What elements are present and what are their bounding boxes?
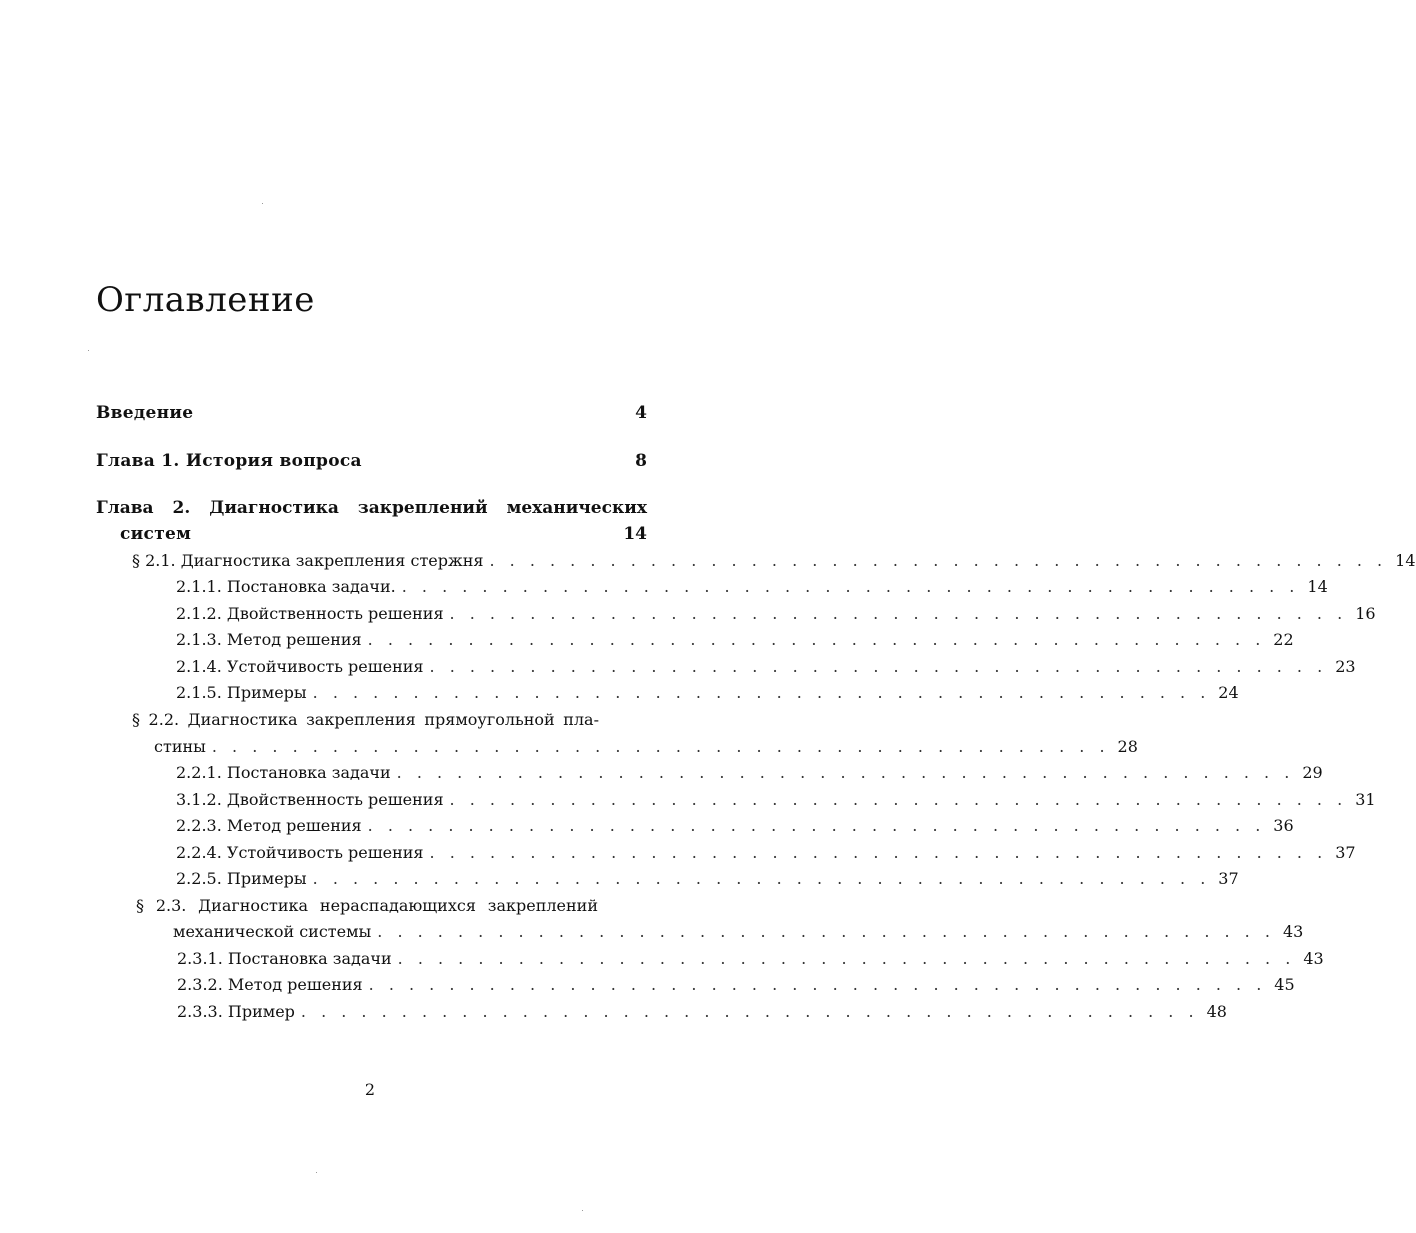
toc-entry-label: 2.2.1. Постановка задачи bbox=[176, 763, 391, 782]
leader-dots: . . . . . . . . . . . . . . . . . . . . . . . . . . . . . . . . . . . . . . . . . . . . . bbox=[368, 975, 1267, 994]
page-number: 2 bbox=[364, 1080, 376, 1099]
leader-dots: . . . . . . . . . . . . . . . . . . . . . . . . . . . . . . . . . . . . . . . . . . . . . bbox=[312, 869, 1211, 888]
toc-entry-section-2-1[interactable] bbox=[132, 548, 1416, 574]
scan-speck bbox=[88, 350, 89, 351]
toc-entry-page: 23 bbox=[1335, 657, 1356, 676]
toc-entry-page: 29 bbox=[1302, 763, 1323, 782]
toc-entry-subsection[interactable] bbox=[176, 627, 1294, 653]
toc-entry-subsection[interactable] bbox=[177, 972, 1295, 998]
scan-speck bbox=[316, 1172, 317, 1173]
toc-entry-label: 2.2.5. Примеры bbox=[176, 869, 307, 888]
toc-entry-subsection[interactable] bbox=[176, 840, 1356, 866]
toc-entry-page: 43 bbox=[1282, 922, 1304, 941]
toc-entry-page: 24 bbox=[1218, 683, 1239, 702]
toc-entry-page: 48 bbox=[1206, 1002, 1227, 1021]
toc-entry-page: 31 bbox=[1355, 790, 1376, 809]
toc-entry-label: 2.1.4. Устойчивость решения bbox=[176, 657, 424, 676]
toc-entry-page: 14 bbox=[623, 524, 647, 544]
leader-dots: . . . . . . . . . . . . . . . . . . . . . . . . . . . . . . . . . . . . . . . . . . . . . bbox=[211, 737, 1110, 756]
toc-entry-label: 2.2.3. Метод решения bbox=[176, 816, 362, 835]
toc-entry-subsection[interactable] bbox=[176, 813, 1294, 839]
leader-dots: . . . . . . . . . . . . . . . . . . . . . . . . . . . . . . . . . . . . . . . . . . . . . bbox=[367, 816, 1266, 835]
leader-dots: . . . . . . . . . . . . . . . . . . . . . . . . . . . . . . . . . . . . . . . . . . . . . bbox=[396, 763, 1295, 782]
toc-entry-label: 3.1.2. Двойственность решения bbox=[176, 790, 444, 809]
toc-entry-page: 36 bbox=[1273, 816, 1294, 835]
leader-dots: . . . . . . . . . . . . . . . . . . . . . . . . . . . . . . . . . . . . . . . . . . . . . bbox=[489, 551, 1388, 570]
leader-dots: . . . . . . . . . . . . . . . . . . . . . . . . . . . . . . . . . . . . . . . . . . . . . bbox=[401, 577, 1300, 596]
toc-entry-label: 2.3.1. Постановка задачи bbox=[177, 949, 392, 968]
toc-entry-page: 37 bbox=[1335, 843, 1356, 862]
toc-entry-chapter-2[interactable] bbox=[120, 521, 647, 547]
toc-entry-subsection[interactable] bbox=[176, 574, 1328, 600]
toc-entry-label: Введение bbox=[96, 403, 194, 423]
toc-entry-section-2-2-line1[interactable]: § 2.2. Диагностика закрепления прямоугольной пла- bbox=[132, 710, 599, 729]
leader-dots: . . . . . . . . . . . . . . . . . . . . . . . . . . . . . . . . . . . . . . . . . . . . . bbox=[429, 657, 1328, 676]
toc-entry-label: механической системы bbox=[173, 922, 372, 941]
toc-entry-label: 2.1.3. Метод решения bbox=[176, 630, 362, 649]
toc-entry-page: 8 bbox=[635, 451, 647, 471]
toc-entry-subsection[interactable] bbox=[176, 866, 1239, 892]
toc-entry-label: 2.2.4. Устойчивость решения bbox=[176, 843, 424, 862]
leader-dots: . . . . . . . . . . . . . . . . . . . . . . . . . . . . . . . . . . . . . . . . . . . . . bbox=[449, 604, 1348, 623]
toc-entry-page: 4 bbox=[635, 403, 647, 423]
toc-entry-page: 14 bbox=[1307, 577, 1328, 596]
leader-dots: . . . . . . . . . . . . . . . . . . . . . . . . . . . . . . . . . . . . . . . . . . . . . bbox=[377, 922, 1275, 941]
toc-entry-page: 45 bbox=[1274, 975, 1295, 994]
leader-dots: . . . . . . . . . . . . . . . . . . . . . . . . . . . . . . . . . . . . . . . . . . . . . bbox=[397, 949, 1296, 968]
leader-dots: . . . . . . . . . . . . . . . . . . . . . . . . . . . . . . . . . . . . . . . . . . . . . bbox=[312, 683, 1211, 702]
toc-entry-page: 16 bbox=[1355, 604, 1376, 623]
toc-entry-subsection[interactable] bbox=[177, 999, 1227, 1025]
toc-entry-subsection[interactable] bbox=[176, 654, 1356, 680]
toc-entry-subsection[interactable] bbox=[176, 760, 1323, 786]
toc-entry-chapter-2-line1[interactable]: Глава 2. Диагностика закреплений механических bbox=[96, 498, 647, 518]
toc-entry-label: § 2.1. Диагностика закрепления стержня bbox=[132, 551, 484, 570]
toc-entry-label: 2.1.2. Двойственность решения bbox=[176, 604, 444, 623]
toc-entry-label: стины bbox=[154, 737, 206, 756]
toc-entry-label: Глава 1. История вопроса bbox=[96, 451, 362, 471]
toc-entry-page: 43 bbox=[1303, 949, 1324, 968]
toc-entry-subsection[interactable] bbox=[176, 601, 1376, 627]
toc-entry-page: 37 bbox=[1218, 869, 1239, 888]
page-title: Оглавление bbox=[96, 280, 315, 320]
toc-entry-subsection[interactable] bbox=[177, 946, 1324, 972]
toc-entry-section-2-3-line1[interactable]: § 2.3. Диагностика нераспадающихся закреплений bbox=[136, 896, 598, 915]
toc-entry-label: систем bbox=[120, 524, 192, 544]
leader-dots: . . . . . . . . . . . . . . . . . . . . . . . . . . . . . . . . . . . . . . . . . . . . . bbox=[367, 630, 1266, 649]
toc-entry-label: 2.1.5. Примеры bbox=[176, 683, 307, 702]
toc-entry-label: 2.3.2. Метод решения bbox=[177, 975, 363, 994]
toc-entry-label: 2.3.3. Пример bbox=[177, 1002, 295, 1021]
toc-entry-section-2-2[interactable] bbox=[154, 734, 1138, 760]
toc-entry-section-2-3[interactable] bbox=[173, 919, 1304, 945]
scan-speck bbox=[262, 203, 263, 204]
toc-entry-label: 2.1.1. Постановка задачи. bbox=[176, 577, 396, 596]
toc-entry-chapter-1[interactable] bbox=[96, 448, 647, 474]
leader-dots: . . . . . . . . . . . . . . . . . . . . . . . . . . . . . . . . . . . . . . . . . . . . . bbox=[300, 1002, 1199, 1021]
toc-entry-introduction[interactable] bbox=[96, 400, 647, 426]
toc-entry-page: 28 bbox=[1117, 737, 1138, 756]
leader-dots: . . . . . . . . . . . . . . . . . . . . . . . . . . . . . . . . . . . . . . . . . . . . . bbox=[449, 790, 1348, 809]
scan-speck bbox=[582, 1210, 583, 1211]
toc-entry-subsection[interactable] bbox=[176, 680, 1239, 706]
leader-dots: . . . . . . . . . . . . . . . . . . . . . . . . . . . . . . . . . . . . . . . . . . . . . bbox=[429, 843, 1328, 862]
toc-entry-page: 22 bbox=[1273, 630, 1294, 649]
toc-entry-page: 14 bbox=[1395, 551, 1416, 570]
toc-entry-subsection[interactable] bbox=[176, 787, 1376, 813]
